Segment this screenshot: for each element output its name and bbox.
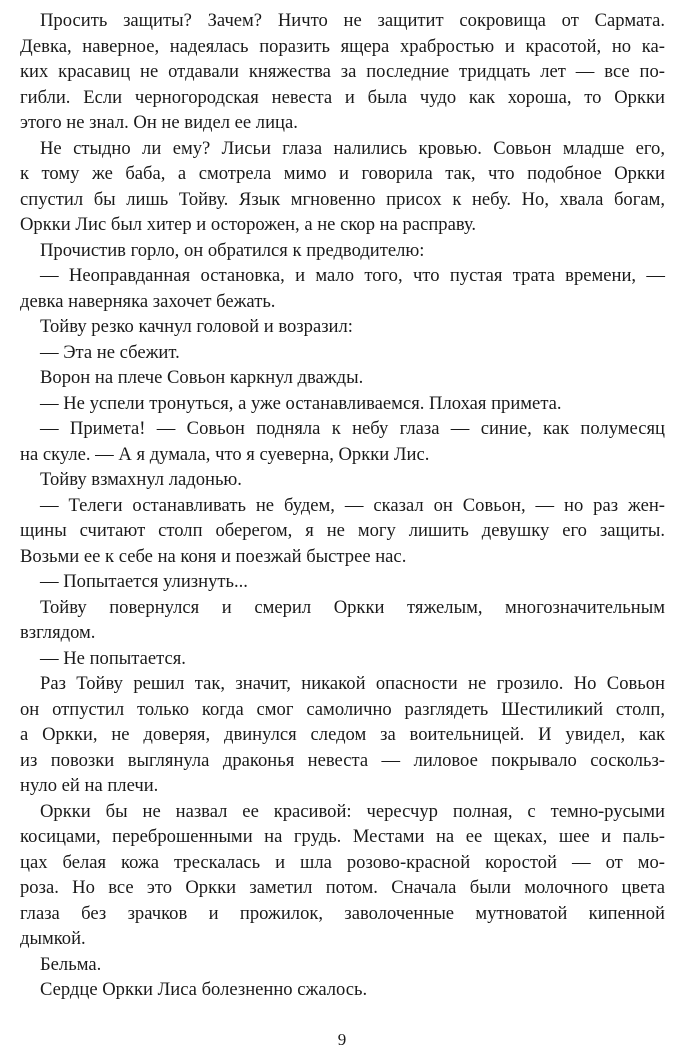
paragraph (20, 646, 665, 672)
text-line: нуло ей на плечи. (20, 775, 159, 796)
paragraph (20, 493, 665, 570)
text-line: Не стыдно ли ему? Лисьи глаза налились кровью. Совьон младше его, (40, 137, 665, 159)
text-line: Девка, наверное, надеялась поразить ящера храбростью и красотой, но ка- (20, 35, 665, 57)
paragraph (20, 8, 665, 136)
text-line: — Не попытается. (40, 647, 186, 669)
text-line: на скуле. — А я думала, что я суеверна, Оркки Лис. (20, 443, 430, 465)
text-line: Оркки бы не назвал ее красивой: чересчур полная, с темно-русыми (40, 800, 665, 822)
text-line: к тому же баба, а смотрела мимо и говорила так, что подобное Оркки (20, 163, 665, 184)
text-line: — Эта не сбежит. (40, 341, 180, 363)
text-line: Тойву взмахнул ладонью. (40, 469, 242, 490)
text-line: — Попытается улизнуть... (40, 571, 248, 592)
paragraph (20, 391, 665, 417)
text-line: а Оркки, не доверяя, двинулся следом за воительницей. И увидел, как (20, 724, 665, 745)
text-line: Раз Тойву решил так, значит, никакой опасности не грозило. Но Совьон (40, 673, 665, 694)
paragraph (20, 238, 665, 264)
text-line: глаза без зрачков и прожилок, заволоченные мутноватой кипенной (20, 902, 665, 924)
text-line: цах белая кожа трескалась и шла розово-красной коростой — от мо- (20, 851, 665, 873)
text-line: Оркки Лис был хитер и осторожен, а не скор на расправу. (20, 214, 477, 235)
paragraph (20, 671, 665, 799)
text-line: спустил бы лишь Тойву. Язык мгновенно присох к небу. Но, хвала богам, (20, 188, 665, 210)
text-line: — Неоправданная остановка, и мало того, что пустая трата времени, — (40, 265, 665, 286)
text-line: ких красавиц не отдавали княжества за последние тридцать лет — все по- (20, 61, 665, 82)
text-line: косицами, переброшенными на грудь. Местами на ее щеках, шее и паль- (20, 826, 665, 847)
text-line: Бельма. (40, 953, 102, 975)
paragraph (20, 977, 665, 1003)
paragraph (20, 569, 665, 595)
text-line: Просить защиты? Зачем? Ничто не защитит сокровища от Сармата. (40, 10, 665, 31)
paragraph (20, 136, 665, 238)
paragraph (20, 263, 665, 314)
text-line: Тойву повернулся и смерил Оркки тяжелым, многозначительным (40, 596, 665, 618)
text-line: из повозки выглянула драконья невеста — лиловое покрывало соскольз- (20, 749, 665, 771)
paragraph (20, 416, 665, 467)
paragraph (20, 467, 665, 493)
text-line: щины считают столп оберегом, я не могу лишить девушку его защиты. (20, 520, 665, 541)
text-line: роза. Но все это Оркки заметил потом. Сначала были молочного цвета (20, 877, 665, 898)
text-line: Сердце Оркки Лиса болезненно сжалось. (40, 979, 368, 1000)
text-line: взглядом. (20, 622, 96, 643)
paragraph (20, 340, 665, 366)
text-line: гибли. Если черногородская невеста и была чудо как хороша, то Оркки (20, 86, 665, 108)
text-line: Тойву резко качнул головой и возразил: (40, 316, 353, 337)
paragraph (20, 314, 665, 340)
text-line: он отпустил только когда смог самолично разглядеть Шестиликий столп, (20, 698, 665, 720)
text-line: Прочистив горло, он обратился к предводителю: (40, 239, 425, 261)
text-line: — Примета! — Совьон подняла к небу глаза — синие, как полумесяц (40, 418, 665, 439)
text-line: этого не знал. Он не видел ее лица. (20, 112, 298, 133)
page-number: 9 (337, 1030, 347, 1049)
page-body (20, 8, 665, 1003)
paragraph (20, 595, 665, 646)
text-line: дымкой. (20, 928, 86, 949)
paragraph (20, 799, 665, 952)
text-line: — Не успели тронуться, а уже останавливаемся. Плохая примета. (40, 392, 562, 414)
text-line: Ворон на плече Совьон каркнул дважды. (40, 367, 364, 388)
paragraph (20, 952, 665, 978)
paragraph (20, 365, 665, 391)
text-line: — Телеги останавливать не будем, — сказал он Совьон, — но раз жен- (40, 494, 665, 516)
text-line: девка наверняка захочет бежать. (20, 290, 276, 312)
text-line: Возьми ее к себе на коня и поезжай быстрее нас. (20, 545, 407, 567)
